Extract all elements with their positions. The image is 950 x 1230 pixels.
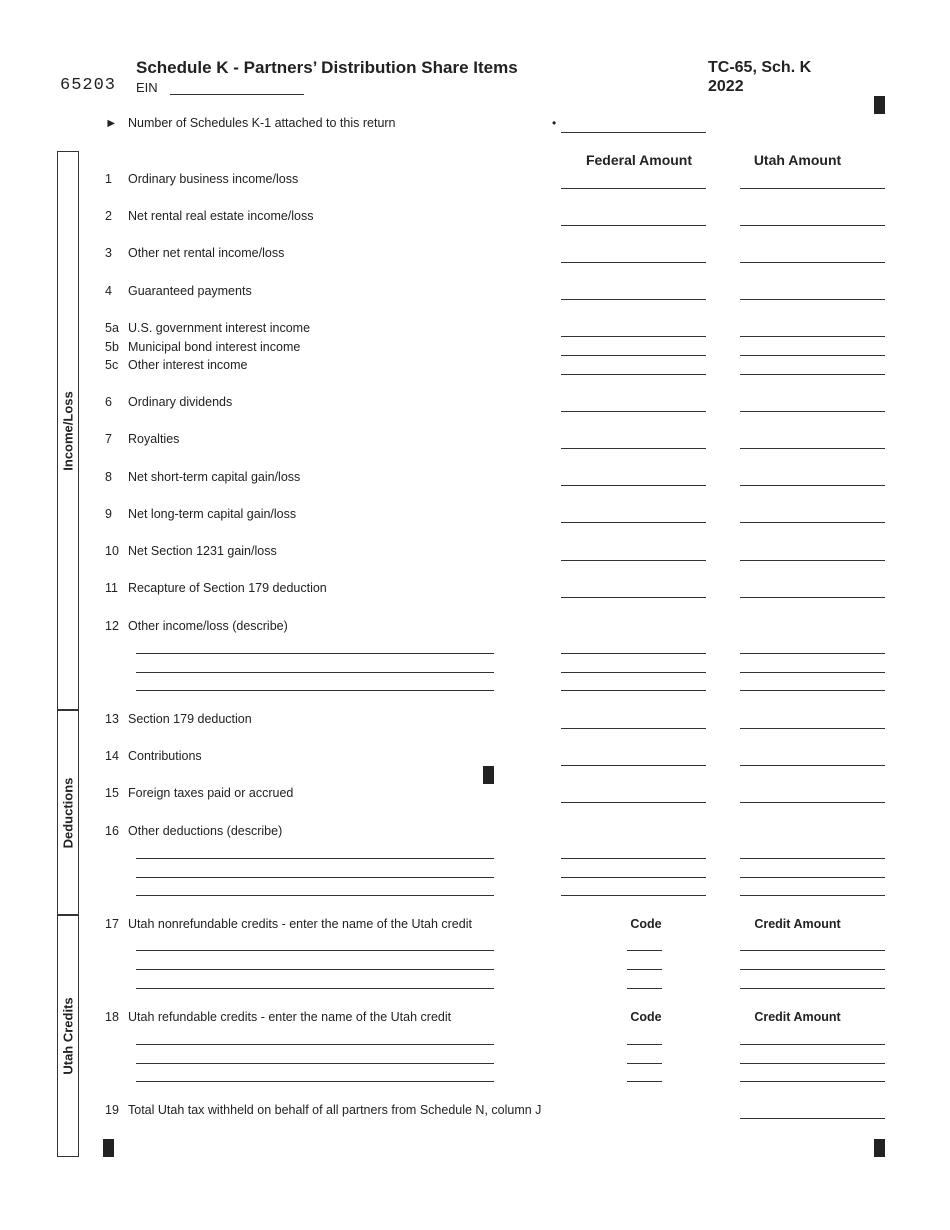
line-number: 15 bbox=[105, 786, 119, 800]
line-label: Net short-term capital gain/loss bbox=[128, 470, 301, 484]
description-input[interactable] bbox=[136, 877, 494, 878]
federal-amount-input[interactable] bbox=[561, 225, 706, 226]
federal-amount-input[interactable] bbox=[561, 411, 706, 412]
federal-amount-input[interactable] bbox=[561, 522, 706, 523]
federal-amount-input[interactable] bbox=[561, 374, 706, 375]
code-input[interactable] bbox=[627, 1044, 662, 1045]
utah-amount-input[interactable] bbox=[740, 895, 885, 896]
description-input[interactable] bbox=[136, 690, 494, 691]
utah-credits-section bbox=[57, 914, 79, 1157]
line-label: Ordinary dividends bbox=[128, 395, 233, 409]
deductions-label: Deductions bbox=[60, 777, 76, 848]
line-label: Royalties bbox=[128, 432, 180, 446]
federal-amount-input[interactable] bbox=[561, 336, 706, 337]
bullet-icon: • bbox=[552, 116, 557, 130]
income-loss-label: Income/Loss bbox=[60, 391, 76, 471]
code-input[interactable] bbox=[627, 950, 662, 951]
utah-amount-input[interactable] bbox=[740, 522, 885, 523]
line-number: 8 bbox=[105, 470, 112, 484]
page-title: Schedule K - Partners’ Distribution Share Items bbox=[136, 58, 518, 77]
deductions-section bbox=[57, 709, 79, 916]
utah-amount-input[interactable] bbox=[740, 336, 885, 337]
utah-credits-label: Utah Credits bbox=[60, 996, 76, 1075]
description-input[interactable] bbox=[136, 653, 494, 654]
credit-amount-header: Credit Amount bbox=[754, 1010, 841, 1024]
ein-label: EIN bbox=[136, 80, 158, 95]
federal-amount-input[interactable] bbox=[561, 560, 706, 561]
utah-amount-input[interactable] bbox=[740, 858, 885, 859]
line-label: Total Utah tax withheld on behalf of all partners from Schedule N, column J bbox=[128, 1103, 542, 1117]
description-input[interactable] bbox=[136, 1081, 494, 1082]
line-number: 7 bbox=[105, 432, 112, 446]
form-number: 65203 bbox=[60, 76, 117, 95]
federal-amount-input[interactable] bbox=[561, 299, 706, 300]
line-number: 2 bbox=[105, 209, 112, 223]
utah-amount-input[interactable] bbox=[740, 597, 885, 598]
line-number: 10 bbox=[105, 544, 119, 558]
federal-amount-input[interactable] bbox=[561, 355, 706, 356]
k1-count-label: Number of Schedules K-1 attached to this return bbox=[128, 116, 396, 130]
code-input[interactable] bbox=[627, 988, 662, 989]
line-number: 5a bbox=[105, 321, 119, 335]
line-label: Municipal bond interest income bbox=[128, 340, 301, 354]
form-year: 2022 bbox=[708, 78, 744, 95]
utah-amount-input[interactable] bbox=[740, 485, 885, 486]
federal-amount-input[interactable] bbox=[561, 653, 706, 654]
federal-amount-input[interactable] bbox=[561, 802, 706, 803]
code-input[interactable] bbox=[627, 1081, 662, 1082]
line-label: Utah refundable credits - enter the name of the Utah credit bbox=[128, 1010, 452, 1024]
line-label: Foreign taxes paid or accrued bbox=[128, 786, 294, 800]
line-number: 17 bbox=[105, 917, 119, 931]
line-number: 1 bbox=[105, 172, 112, 186]
line-number: 13 bbox=[105, 712, 119, 726]
code-input[interactable] bbox=[627, 1063, 662, 1064]
registration-mark-icon bbox=[874, 1139, 885, 1157]
line-number: 5c bbox=[105, 358, 119, 372]
line-number: 16 bbox=[105, 824, 119, 838]
code-header: Code bbox=[630, 917, 662, 931]
credit-amount-input[interactable] bbox=[740, 1044, 885, 1045]
description-input[interactable] bbox=[136, 1063, 494, 1064]
line-number: 9 bbox=[105, 507, 112, 521]
federal-amount-input[interactable] bbox=[561, 448, 706, 449]
line-number: 4 bbox=[105, 284, 112, 298]
registration-mark-icon bbox=[103, 1139, 114, 1157]
form-code-text: TC-65, Sch. K bbox=[708, 59, 812, 76]
description-input[interactable] bbox=[136, 988, 494, 989]
utah-amount-input[interactable] bbox=[740, 653, 885, 654]
utah-amount-input[interactable] bbox=[740, 225, 885, 226]
arrow-icon: ► bbox=[105, 116, 118, 130]
utah-amount-input[interactable] bbox=[740, 188, 885, 189]
line-label: Net long-term capital gain/loss bbox=[128, 507, 297, 521]
line-label: Net Section 1231 gain/loss bbox=[128, 544, 277, 558]
line-number: 14 bbox=[105, 749, 119, 763]
line-label: Other income/loss (describe) bbox=[128, 619, 288, 633]
registration-mark-icon bbox=[874, 96, 885, 114]
line-number: 18 bbox=[105, 1010, 119, 1024]
description-input[interactable] bbox=[136, 672, 494, 673]
line-label: Other deductions (describe) bbox=[128, 824, 283, 838]
credit-amount-input[interactable] bbox=[740, 950, 885, 951]
line-label: Ordinary business income/loss bbox=[128, 172, 299, 186]
line-label: Guaranteed payments bbox=[128, 284, 252, 298]
federal-amount-header: Federal Amount bbox=[585, 152, 693, 168]
utah-amount-input[interactable] bbox=[740, 690, 885, 691]
line-label: Recapture of Section 179 deduction bbox=[128, 581, 327, 595]
description-input[interactable] bbox=[136, 1044, 494, 1045]
federal-amount-input[interactable] bbox=[561, 597, 706, 598]
description-input[interactable] bbox=[136, 950, 494, 951]
description-input[interactable] bbox=[136, 969, 494, 970]
line-label: Contributions bbox=[128, 749, 202, 763]
line-label: Other net rental income/loss bbox=[128, 246, 285, 260]
description-input[interactable] bbox=[136, 858, 494, 859]
line-label: Utah nonrefundable credits - enter the name of the Utah credit bbox=[128, 917, 472, 931]
federal-amount-input[interactable] bbox=[561, 262, 706, 263]
utah-amount-input[interactable] bbox=[740, 262, 885, 263]
credit-amount-header: Credit Amount bbox=[754, 917, 841, 931]
utah-amount-input[interactable] bbox=[740, 877, 885, 878]
line-number: 11 bbox=[105, 581, 118, 595]
utah-amount-input[interactable] bbox=[740, 802, 885, 803]
k1-count-input[interactable] bbox=[561, 132, 706, 133]
federal-amount-input[interactable] bbox=[561, 895, 706, 896]
code-input[interactable] bbox=[627, 969, 662, 970]
line-number: 6 bbox=[105, 395, 112, 409]
federal-amount-input[interactable] bbox=[561, 728, 706, 729]
line-label: Other interest income bbox=[128, 358, 248, 372]
credit-amount-input[interactable] bbox=[740, 988, 885, 989]
credit-amount-input[interactable] bbox=[740, 969, 885, 970]
description-input[interactable] bbox=[136, 895, 494, 896]
federal-amount-input[interactable] bbox=[561, 877, 706, 878]
utah-withheld-input[interactable] bbox=[740, 1118, 885, 1119]
utah-amount-input[interactable] bbox=[740, 448, 885, 449]
line-number: 12 bbox=[105, 619, 119, 633]
line-label: Net rental real estate income/loss bbox=[128, 209, 314, 223]
utah-amount-input[interactable] bbox=[740, 672, 885, 673]
ein-input[interactable] bbox=[170, 94, 304, 95]
utah-amount-header: Utah Amount bbox=[753, 152, 842, 168]
credit-amount-input[interactable] bbox=[740, 1063, 885, 1064]
credit-amount-input[interactable] bbox=[740, 1081, 885, 1082]
utah-amount-input[interactable] bbox=[740, 374, 885, 375]
federal-amount-input[interactable] bbox=[561, 188, 706, 189]
utah-amount-input[interactable] bbox=[740, 765, 885, 766]
line-label: Section 179 deduction bbox=[128, 712, 252, 726]
code-header: Code bbox=[630, 1010, 662, 1024]
form-code bbox=[708, 58, 811, 96]
federal-amount-input[interactable] bbox=[561, 672, 706, 673]
utah-amount-input[interactable] bbox=[740, 411, 885, 412]
line-number: 3 bbox=[105, 246, 112, 260]
line-number: 5b bbox=[105, 340, 119, 354]
line-label: U.S. government interest income bbox=[128, 321, 311, 335]
federal-amount-input[interactable] bbox=[561, 485, 706, 486]
utah-amount-input[interactable] bbox=[740, 728, 885, 729]
utah-amount-input[interactable] bbox=[740, 299, 885, 300]
federal-amount-input[interactable] bbox=[561, 690, 706, 691]
federal-amount-input[interactable] bbox=[561, 765, 706, 766]
federal-amount-input[interactable] bbox=[561, 858, 706, 859]
income-loss-section bbox=[57, 151, 79, 711]
registration-mark-icon bbox=[483, 766, 494, 784]
utah-amount-input[interactable] bbox=[740, 560, 885, 561]
utah-amount-input[interactable] bbox=[740, 355, 885, 356]
line-number: 19 bbox=[105, 1103, 119, 1117]
